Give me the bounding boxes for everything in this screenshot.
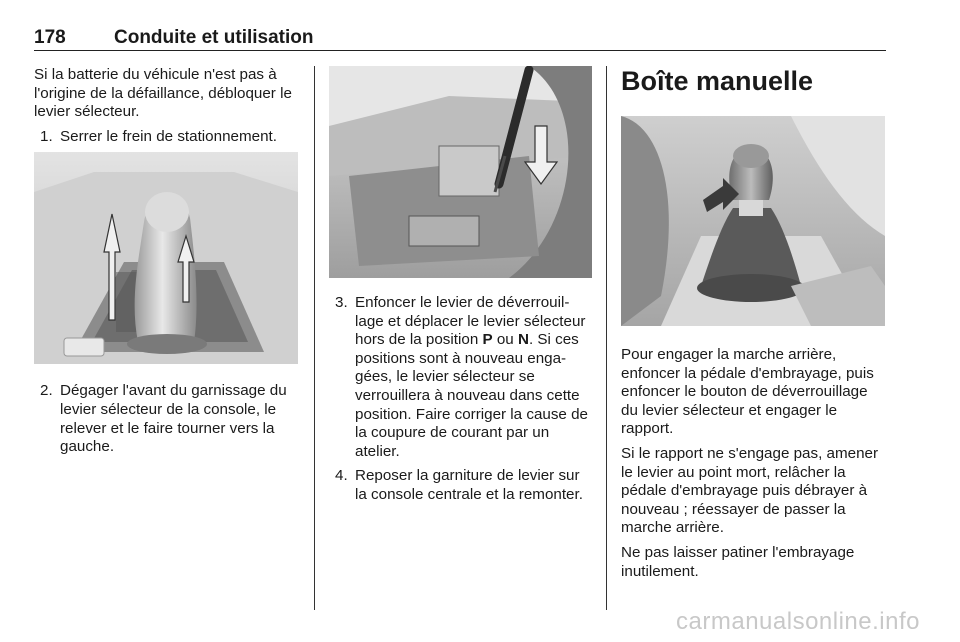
manual-gear-lever-illustration: [621, 116, 885, 326]
column-3: [621, 66, 887, 587]
column-divider: [314, 66, 315, 610]
position-n: N: [517, 331, 529, 349]
step-2: [34, 382, 300, 456]
position-p: P: [482, 331, 493, 349]
step-text-part2: ou: [492, 331, 518, 349]
section-heading: Boîte manuelle: [621, 66, 814, 96]
watermark: carmanualsonline.info: [676, 608, 920, 635]
paragraph-1: Pour engager la marche arrière, enfoncer la pédale d'embrayage, puis enfoncer le bouton de déverrouillage du levier sélecteur et engager le rapport.: [621, 346, 874, 438]
step-text: Reposer la garniture de levier sur la console centrale et la remonter.: [355, 467, 583, 503]
paragraph-3: Ne pas laisser patiner l'embrayage inutilement.: [621, 543, 855, 580]
column-divider: [606, 66, 607, 610]
automatic-selector-lever-illustration: [34, 152, 298, 364]
column-2: [329, 66, 592, 511]
step-number: 2.: [40, 382, 53, 400]
step-number: 1.: [40, 127, 53, 145]
step-text-part3: . Si ces positions sont à nouveau enga-gées, le levier sélecteur se verrouillera à nouveau dans cette position. Faire corriger la cause de la coupure de courant par un atelier.: [355, 331, 588, 460]
page-header: [34, 28, 886, 51]
intro-paragraph: Si la batterie du véhicule n'est pas à l'origine de la défaillance, débloquer le levier sélecteur.: [34, 66, 292, 121]
running-title: Conduite et utilisation: [114, 27, 314, 48]
step-text: Serrer le frein de stationnement.: [60, 127, 277, 145]
step-number: 4.: [335, 467, 348, 485]
step-3: [329, 294, 592, 461]
column-1: [34, 66, 300, 463]
unlock-lever-screwdriver-illustration: [329, 66, 592, 278]
page-number: 178: [34, 27, 66, 48]
step-text: Dégager l'avant du garnissage du levier sélecteur de la console, le relever et le faire tourner vers la gauche.: [60, 382, 287, 456]
step-number: 3.: [335, 294, 348, 311]
step-1: [34, 128, 300, 147]
paragraph-2: Si le rapport ne s'engage pas, amener le levier au point mort, relâcher la pédale d'embrayage puis débrayer à nouveau ; réessayer de passer la marche arrière.: [621, 444, 879, 537]
step-4: [329, 467, 592, 504]
step-text-part1: Enfoncer le levier de déverrouil-lage et déplacer le levier sélecteur hors de la position: [355, 294, 586, 349]
